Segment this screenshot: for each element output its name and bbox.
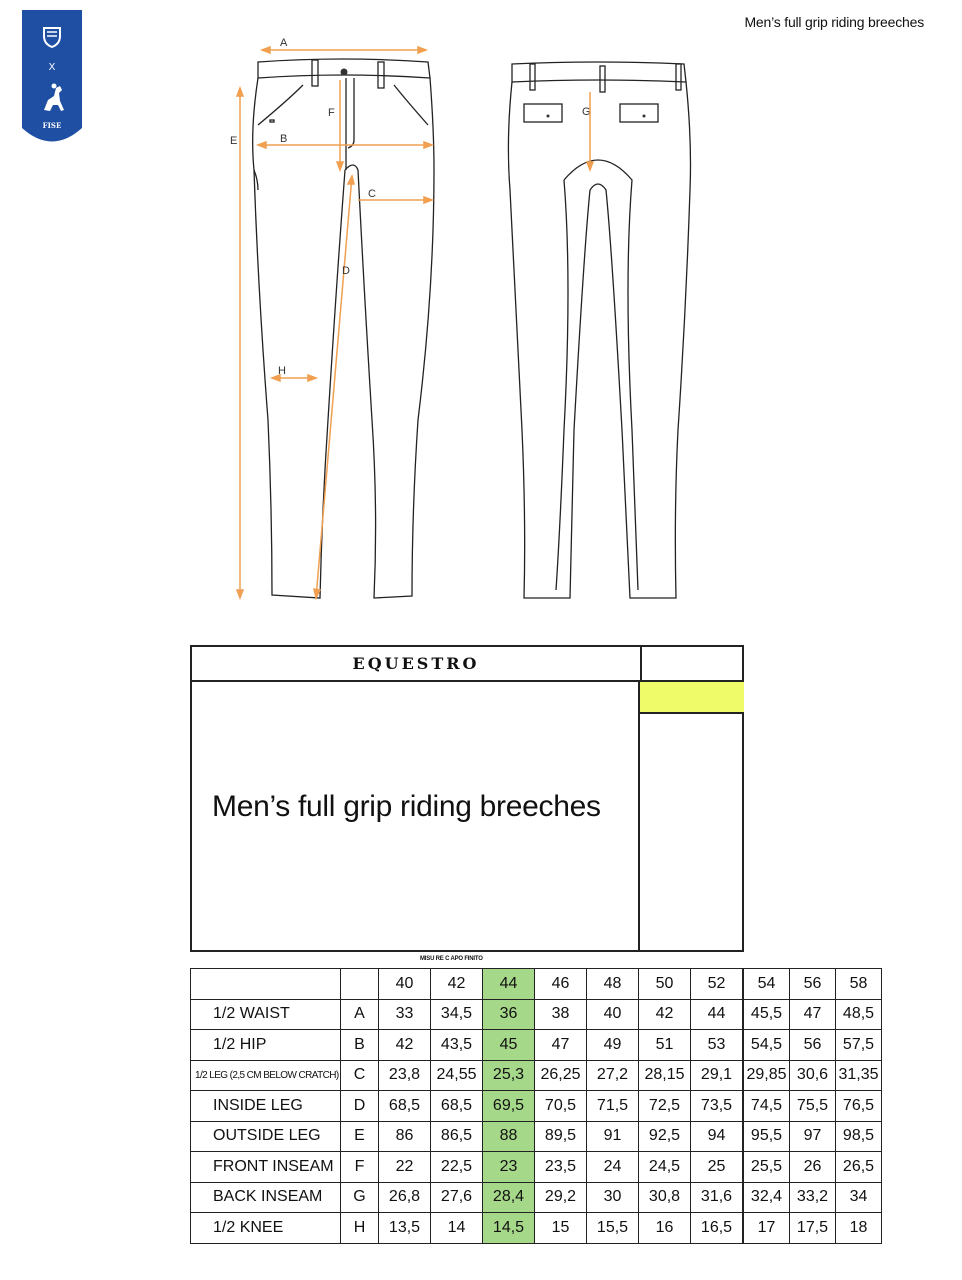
size-header: 40 xyxy=(379,969,431,1000)
measure-value: 27,2 xyxy=(587,1060,639,1091)
measure-value: 48,5 xyxy=(836,999,882,1030)
measure-label: 1/2 WAIST xyxy=(191,999,341,1030)
measure-value: 86,5 xyxy=(431,1121,483,1152)
table-row xyxy=(191,1182,882,1213)
measurement-labels xyxy=(230,37,591,377)
measure-value: 22,5 xyxy=(431,1152,483,1183)
measure-value: 53 xyxy=(691,1030,744,1061)
measure-value: 16,5 xyxy=(691,1213,744,1244)
measure-value: 72,5 xyxy=(639,1091,691,1122)
measure-value: 49 xyxy=(587,1030,639,1061)
svg-text:A: A xyxy=(280,37,288,49)
measure-value: 30,8 xyxy=(639,1182,691,1213)
measure-value: 26 xyxy=(790,1152,836,1183)
measure-value: 23 xyxy=(483,1152,535,1183)
measure-value: 26,25 xyxy=(535,1060,587,1091)
highlight-swatch xyxy=(640,682,744,714)
measure-code: H xyxy=(341,1213,379,1244)
size-header: 58 xyxy=(836,969,882,1000)
measure-value: 32,4 xyxy=(743,1182,790,1213)
measure-value: 24 xyxy=(587,1152,639,1183)
brand-name: EQUESTRO xyxy=(192,647,642,682)
measure-value: 71,5 xyxy=(587,1091,639,1122)
measure-label: 1/2 HIP xyxy=(191,1030,341,1061)
measure-value: 29,1 xyxy=(691,1060,744,1091)
fise-badge xyxy=(22,10,82,150)
breeches-technical-drawing xyxy=(228,30,728,610)
svg-text:E: E xyxy=(230,135,238,147)
measure-value: 26,5 xyxy=(836,1152,882,1183)
measure-value: 75,5 xyxy=(790,1091,836,1122)
table-row xyxy=(191,999,882,1030)
measure-value: 47 xyxy=(790,999,836,1030)
measure-label: OUTSIDE LEG xyxy=(191,1121,341,1152)
badge-separator: X xyxy=(48,62,56,73)
measure-value: 18 xyxy=(836,1213,882,1244)
measure-label: BACK INSEAM xyxy=(191,1182,341,1213)
svg-text:G: G xyxy=(582,106,591,118)
measure-value: 44 xyxy=(691,999,744,1030)
measure-value: 89,5 xyxy=(535,1121,587,1152)
measure-value: 51 xyxy=(639,1030,691,1061)
measure-value: 47 xyxy=(535,1030,587,1061)
measure-value: 54,5 xyxy=(743,1030,790,1061)
size-header: 54 xyxy=(743,969,790,1000)
measure-value: 23,8 xyxy=(379,1060,431,1091)
measure-value: 34 xyxy=(836,1182,882,1213)
measure-value: 30 xyxy=(587,1182,639,1213)
measure-value: 31,6 xyxy=(691,1182,744,1213)
measure-label: FRONT INSEAM xyxy=(191,1152,341,1183)
measure-code: C xyxy=(341,1060,379,1091)
measure-value: 42 xyxy=(639,999,691,1030)
svg-text:H: H xyxy=(278,365,286,377)
measure-value: 26,8 xyxy=(379,1182,431,1213)
measure-value: 14 xyxy=(431,1213,483,1244)
size-header: 46 xyxy=(535,969,587,1000)
measure-value: 38 xyxy=(535,999,587,1030)
badge-org: FISE xyxy=(42,121,62,130)
measure-value: 94 xyxy=(691,1121,744,1152)
size-header: 56 xyxy=(790,969,836,1000)
measure-value: 13,5 xyxy=(379,1213,431,1244)
measure-value: 33,2 xyxy=(790,1182,836,1213)
measure-value: 98,5 xyxy=(836,1121,882,1152)
table-row xyxy=(191,1121,882,1152)
measure-value: 43,5 xyxy=(431,1030,483,1061)
measure-value: 42 xyxy=(379,1030,431,1061)
measure-value: 40 xyxy=(587,999,639,1030)
measure-label: 1/2 LEG (2,5 CM BELOW CRATCH) xyxy=(191,1060,341,1091)
size-header: 52 xyxy=(691,969,744,1000)
measure-value: 29,85 xyxy=(743,1060,790,1091)
table-row xyxy=(191,1213,882,1244)
svg-text:C: C xyxy=(368,188,376,200)
table-row xyxy=(191,1152,882,1183)
measure-value: 14,5 xyxy=(483,1213,535,1244)
measure-value: 23,5 xyxy=(535,1152,587,1183)
svg-text:F: F xyxy=(328,107,335,119)
measure-value: 24,5 xyxy=(639,1152,691,1183)
measure-code: E xyxy=(341,1121,379,1152)
measure-value: 70,5 xyxy=(535,1091,587,1122)
measure-value: 88 xyxy=(483,1121,535,1152)
measure-value: 97 xyxy=(790,1121,836,1152)
measure-value: 68,5 xyxy=(431,1091,483,1122)
measure-value: 30,6 xyxy=(790,1060,836,1091)
measure-value: 25,3 xyxy=(483,1060,535,1091)
measure-label: 1/2 KNEE xyxy=(191,1213,341,1244)
measure-value: 28,4 xyxy=(483,1182,535,1213)
measure-code: D xyxy=(341,1091,379,1122)
measure-label: INSIDE LEG xyxy=(191,1091,341,1122)
table-row xyxy=(191,1030,882,1061)
size-header: 48 xyxy=(587,969,639,1000)
measure-value: 45,5 xyxy=(743,999,790,1030)
size-header: 50 xyxy=(639,969,691,1000)
size-header-row xyxy=(191,969,882,1000)
measure-value: 24,55 xyxy=(431,1060,483,1091)
measure-value: 25,5 xyxy=(743,1152,790,1183)
measure-value: 56 xyxy=(790,1030,836,1061)
svg-text:B: B xyxy=(280,133,288,145)
measure-code: F xyxy=(341,1152,379,1183)
measure-value: 73,5 xyxy=(691,1091,744,1122)
measure-value: 16 xyxy=(639,1213,691,1244)
measure-value: 29,2 xyxy=(535,1182,587,1213)
table-row xyxy=(191,1091,882,1122)
product-cell xyxy=(192,682,640,950)
measure-value: 17,5 xyxy=(790,1213,836,1244)
measure-value: 91 xyxy=(587,1121,639,1152)
measure-value: 69,5 xyxy=(483,1091,535,1122)
header-empty xyxy=(191,969,341,1000)
table-caption: MISU RE C APO FINITO xyxy=(420,956,483,962)
page-title: Men’s full grip riding breeches xyxy=(744,14,924,30)
measure-value: 33 xyxy=(379,999,431,1030)
measure-value: 92,5 xyxy=(639,1121,691,1152)
measure-value: 86 xyxy=(379,1121,431,1152)
measure-value: 95,5 xyxy=(743,1121,790,1152)
size-header: 42 xyxy=(431,969,483,1000)
back-view xyxy=(508,62,690,598)
measure-value: 74,5 xyxy=(743,1091,790,1122)
measure-value: 15,5 xyxy=(587,1213,639,1244)
size-table xyxy=(190,968,882,1244)
header-code-empty xyxy=(341,969,379,1000)
measure-value: 57,5 xyxy=(836,1030,882,1061)
measure-value: 36 xyxy=(483,999,535,1030)
spec-sheet xyxy=(190,645,744,952)
measure-value: 34,5 xyxy=(431,999,483,1030)
side-cell xyxy=(640,647,742,682)
svg-text:D: D xyxy=(342,265,350,277)
measure-code: A xyxy=(341,999,379,1030)
size-header: 44 xyxy=(483,969,535,1000)
measure-value: 28,15 xyxy=(639,1060,691,1091)
product-name: Men’s full grip riding breeches xyxy=(212,790,601,823)
measure-value: 76,5 xyxy=(836,1091,882,1122)
measure-value: 25 xyxy=(691,1152,744,1183)
measure-value: 17 xyxy=(743,1213,790,1244)
measure-value: 22 xyxy=(379,1152,431,1183)
table-row xyxy=(191,1060,882,1091)
measure-value: 15 xyxy=(535,1213,587,1244)
measure-value: 31,35 xyxy=(836,1060,882,1091)
measure-value: 45 xyxy=(483,1030,535,1061)
measure-code: B xyxy=(341,1030,379,1061)
measure-code: G xyxy=(341,1182,379,1213)
measure-value: 27,6 xyxy=(431,1182,483,1213)
measure-value: 68,5 xyxy=(379,1091,431,1122)
